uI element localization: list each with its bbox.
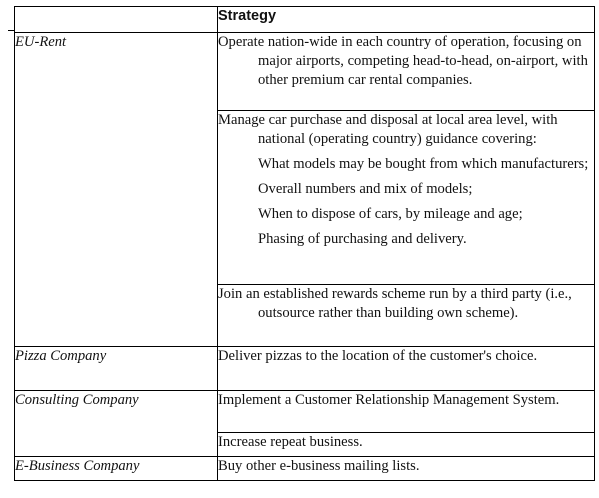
company-cell: Consulting Company	[15, 391, 218, 457]
company-cell: Pizza Company	[15, 347, 218, 391]
strategy-text: Deliver pizzas to the location of the customer's choice.	[218, 348, 538, 364]
strategy-text: Increase repeat business.	[218, 434, 363, 450]
strategy-cell	[218, 433, 595, 457]
strategy-table	[14, 6, 595, 481]
strategy-cell	[218, 457, 595, 481]
strategy-text: Operate nation-wide in each country of operation, focusing on major airports, competing head-to-head, on-airport, with other premium car rental companies.	[218, 34, 588, 88]
strategy-cell	[218, 285, 595, 347]
table-row	[15, 347, 595, 391]
sub-item: What models may be bought from which manufacturers;	[258, 156, 589, 172]
strategy-text: Buy other e-business mailing lists.	[218, 458, 420, 474]
sub-item: Phasing of purchasing and delivery.	[258, 231, 467, 247]
strategy-text: Manage car purchase and disposal at local area level, with national (operating country) guidance covering:	[218, 112, 558, 147]
header-empty-cell	[15, 7, 218, 33]
strategy-cell	[218, 111, 595, 285]
sub-item: Overall numbers and mix of models;	[258, 181, 473, 197]
table-row	[15, 33, 595, 111]
table-row	[15, 457, 595, 481]
strategy-cell	[218, 347, 595, 391]
company-cell: E-Business Company	[15, 457, 218, 481]
header-strategy: Strategy	[218, 7, 595, 33]
table-header-row	[15, 7, 595, 33]
sub-item: When to dispose of cars, by mileage and age;	[258, 206, 523, 222]
strategy-text: Join an established rewards scheme run by a third party (i.e., outsource rather than building own scheme).	[218, 286, 572, 321]
strategy-text: Implement a Customer Relationship Management System.	[218, 392, 560, 408]
table-row	[15, 391, 595, 433]
strategy-cell	[218, 33, 595, 111]
company-cell: EU-Rent	[15, 33, 218, 347]
strategy-cell	[218, 391, 595, 433]
